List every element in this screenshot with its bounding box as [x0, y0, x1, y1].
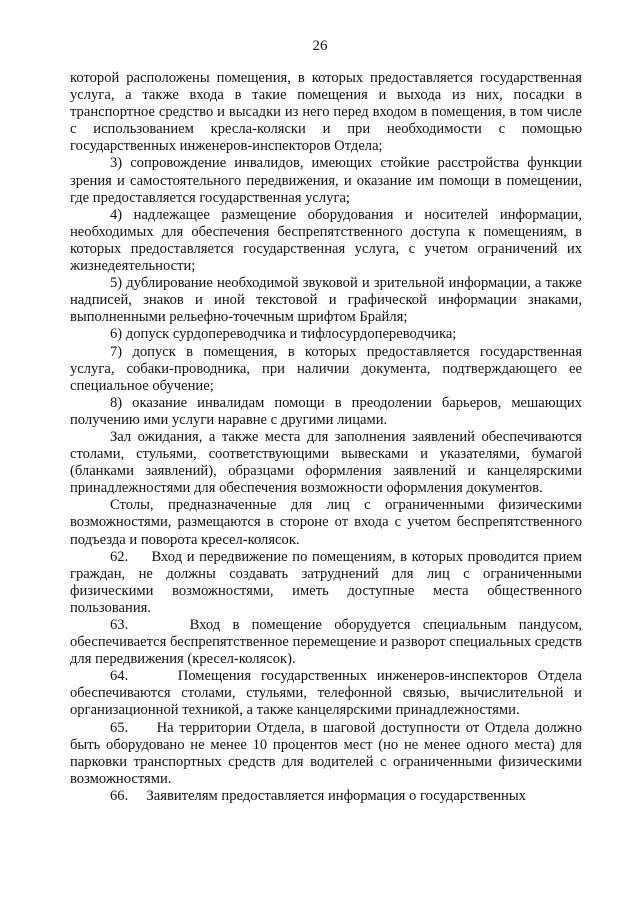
numbered-paragraph: 65. На территории Отдела, в шаговой доступности от Отдела должно быть оборудовано не менее 10 процентов мест (но не менее одного места) для парковки транспортных средств для водителей с ограниченными физическими возможностями. — [70, 719, 582, 787]
paragraph: которой расположены помещения, в которых предоставляется государственная услуга, а также входа в такие помещения и выхода из них, посадки в транспортное средство и высадки из него перед входом в помещения, в том числе с использованием кресла-коляски и при необходимости с помощью государственных инженеров-инспекторов Отдела; — [70, 70, 582, 155]
page-number: 26 — [312, 38, 328, 54]
paragraph: 3) сопровождение инвалидов, имеющих стойкие расстройства функции зрения и самостоятельного передвижения, и оказание им помощи в помещении, где предоставляется государственная услуга; — [70, 155, 582, 206]
numbered-paragraph: 62. Вход и передвижение по помещениям, в которых проводится прием граждан, не должны создавать затруднений для лиц с ограниченными физическими возможностями, иметь доступные места общественного пользования. — [70, 548, 582, 616]
document-body — [70, 70, 582, 805]
numbered-paragraph: 63. Вход в помещение оборудуется специальным пандусом, обеспечивается беспрепятственное перемещение и разворот специальных средств для передвижения (кресел-колясок). — [70, 617, 583, 668]
paragraph: 8) оказание инвалидам помощи в преодолении барьеров, мешающих получению ими услуги наравне с другими лицами. — [70, 394, 582, 428]
paragraph: 6) допуск сурдопереводчика и тифлосурдопереводчика; — [110, 326, 457, 343]
paragraph: Зал ожидания, а также места для заполнения заявлений обеспечиваются столами, стульями, соответствующими вывесками и указателями, бумагой (бланками заявлений), образцами оформления заявлений и канцелярскими принадлежностями для обеспечения возможности оформления документов. — [70, 428, 582, 497]
numbered-paragraph: 66. Заявителям предоставляется информация о государственных — [110, 787, 526, 804]
paragraph: Столы, предназначенные для лиц с ограниченными физическими возможностями, размещаются в стороне от входа с учетом беспрепятственного подъезда и поворота кресел-колясок. — [70, 497, 582, 548]
paragraph: 5) дублирование необходимой звуковой и зрительной информации, а также надписей, знаков и иной текстовой и графической информации знаками, выполненными рельефно-точечным шрифтом Брайля; — [70, 275, 582, 326]
paragraph: 4) надлежащее размещение оборудования и носителей информации, необходимых для обеспечения беспрепятственного доступа к помещениям, в которых предоставляется государственная услуга, с учетом ограничений их жизнедеятельности; — [70, 206, 582, 275]
paragraph: 7) допуск в помещения, в которых предоставляется государственная услуга, собаки-проводника, при наличии документа, подтверждающего ее специальное обучение; — [70, 343, 582, 394]
numbered-paragraph: 64. Помещения государственных инженеров-инспекторов Отдела обеспечиваются столами, стульями, телефонной связью, вычислительной и организационной техникой, а также канцелярскими принадлежностями. — [70, 668, 582, 719]
